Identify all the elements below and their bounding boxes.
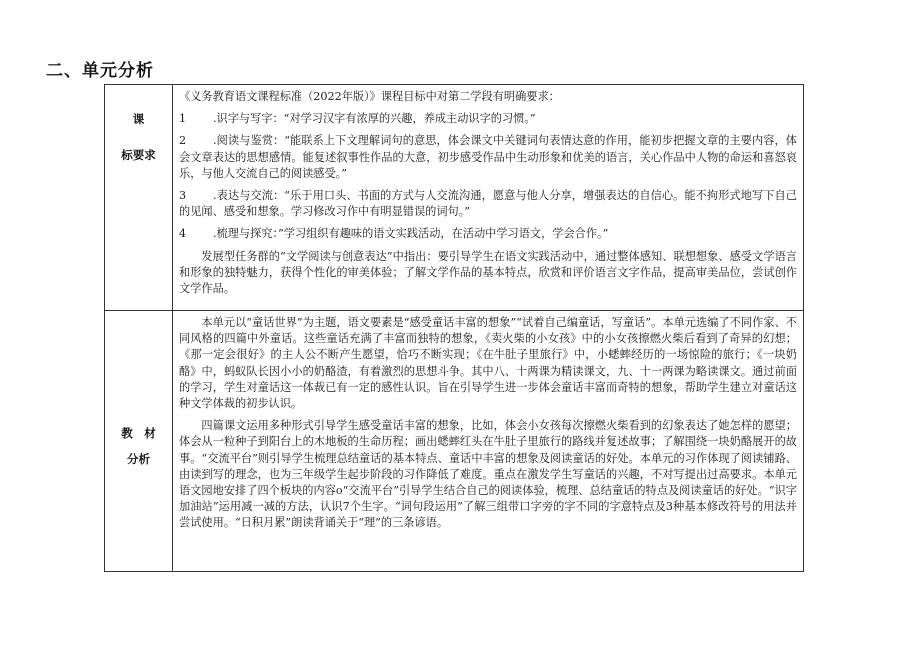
requirements-row [105,85,803,311]
requirement-number: 3 [179,189,187,203]
requirement-text: .梳理与探究：”学习组织有趣味的语文实践活动，在活动中学习语文，学会合作。” [213,227,609,241]
requirements-label-cell [105,85,173,310]
requirement-number: 1 [179,112,187,126]
analysis-paragraph-1: 本单元以“童话世界”为主题，语文要素是“感受童话丰富的想象”“试着自己编童话，写童话”。本单元选编了不同作家、不同风格的四篇中外童话。这些童话充满了丰富而独特的想象，《卖火柴的小女孩》中的小女孩擦燃火柴后看到了奇异的幻想；《那一定会很好》的主人公不断产生愿望，恰巧不断实现；《在牛肚子里旅行》中，小蟋蟀经历的一场惊险的旅行；《一块奶酪》中，蚂蚁队长因小小的奶酪渣，有着激烈的思想斗争。其中八、十两课为精读课文，九、十一两课为略读课文。通过前面的学习，学生对童话这一体裁已有一定的感性认识。旨在引导学生进一步体会童话丰富而奇特的想象，帮助学生建立对童话这种文学体裁的初步认识。 [179,316,797,411]
analysis-row [105,311,803,571]
requirement-number: 4 [179,227,187,241]
analysis-label-line2: 分析 [127,452,150,466]
requirement-number: 2 [179,134,187,148]
requirement-text: .表达与交流：“乐于用口头、书面的方式与人交流沟通，愿意与他人分享，增强表达的自信心。能不拘形式地写下自己的见闻、感受和想象。学习修改习作中有明显错误的词句。” [179,189,797,219]
requirements-intro: 《义务教育语文课程标准（2022年版）》课程目标中对第二学段有明确要求： [179,90,560,103]
unit-analysis-table [104,84,804,572]
analysis-content [179,315,797,532]
requirement-item [179,133,797,182]
requirement-text: .识字与写字：“对学习汉字有浓厚的兴趣，养成主动识字的习惯。” [213,112,536,126]
requirement-item [179,226,797,242]
requirements-label-line2: 标要求 [121,148,156,162]
section-heading: 二、单元分析 [46,61,154,81]
requirements-closing: 发展型任务群的“文学阅读与创意表达”中指出：要引导学生在语文实践活动中，通过整体感知、联想想象、感受文学语言和形象的独特魅力，获得个性化的审美体验；了解文学作品的基本特点，欣赏和评价语言文字作品，提高审美品位，尝试创作文学作品。 [179,249,797,296]
requirement-item [179,111,797,127]
analysis-paragraph-2: 四篇课文运用多种形式引导学生感受童话丰富的想象，比如，体会小女孩每次擦燃火柴看到的幻象表达了她怎样的愿望；体会从一粒种子到阳台上的木地板的生命历程；画出蟋蟀红头在牛肚子里旅行的路线并复述故事；了解围绕一块奶酪展开的故事。“交流平台”则引导学生梳理总结童话的基本特点、童话中丰富的想象及阅读童话的好处。本单元的习作体现了阅读铺路、由读到写的理念，也为三年级学生起步阶段的习作降低了难度。重点在激发学生写童话的兴趣，不对写提出过高要求。本单元语文园地安排了四个板块的内容o“交流平台”引导学生结合自己的阅读体验，梳理、总结童话的特点及阅读童话的好处。“识字加油站”运用减一减的方法，认识7个生字。“词句段运用”了解三组带口字旁的字不同的字意特点及3种基本修改符号的用法并尝试使用。“日积月累”朗读背诵关于“理”的三条谚语。 [179,419,797,530]
analysis-label-line1: 教 材 [121,426,156,440]
requirements-label-line1: 课 [132,112,145,126]
requirements-content [179,89,797,297]
requirement-item [179,188,797,220]
requirement-text: .阅读与鉴赏：“能联系上下文理解词句的意思，体会课文中关键词句表情达意的作用，能初步把握文章的主要内容，体会文章表达的思想感情。能复述叙事性作品的大意，初步感受作品中生动形象和优美的语言，关心作品中人物的命运和喜怒哀乐，与他人交流自己的阅读感受。” [179,134,797,180]
analysis-label-cell [105,311,173,571]
